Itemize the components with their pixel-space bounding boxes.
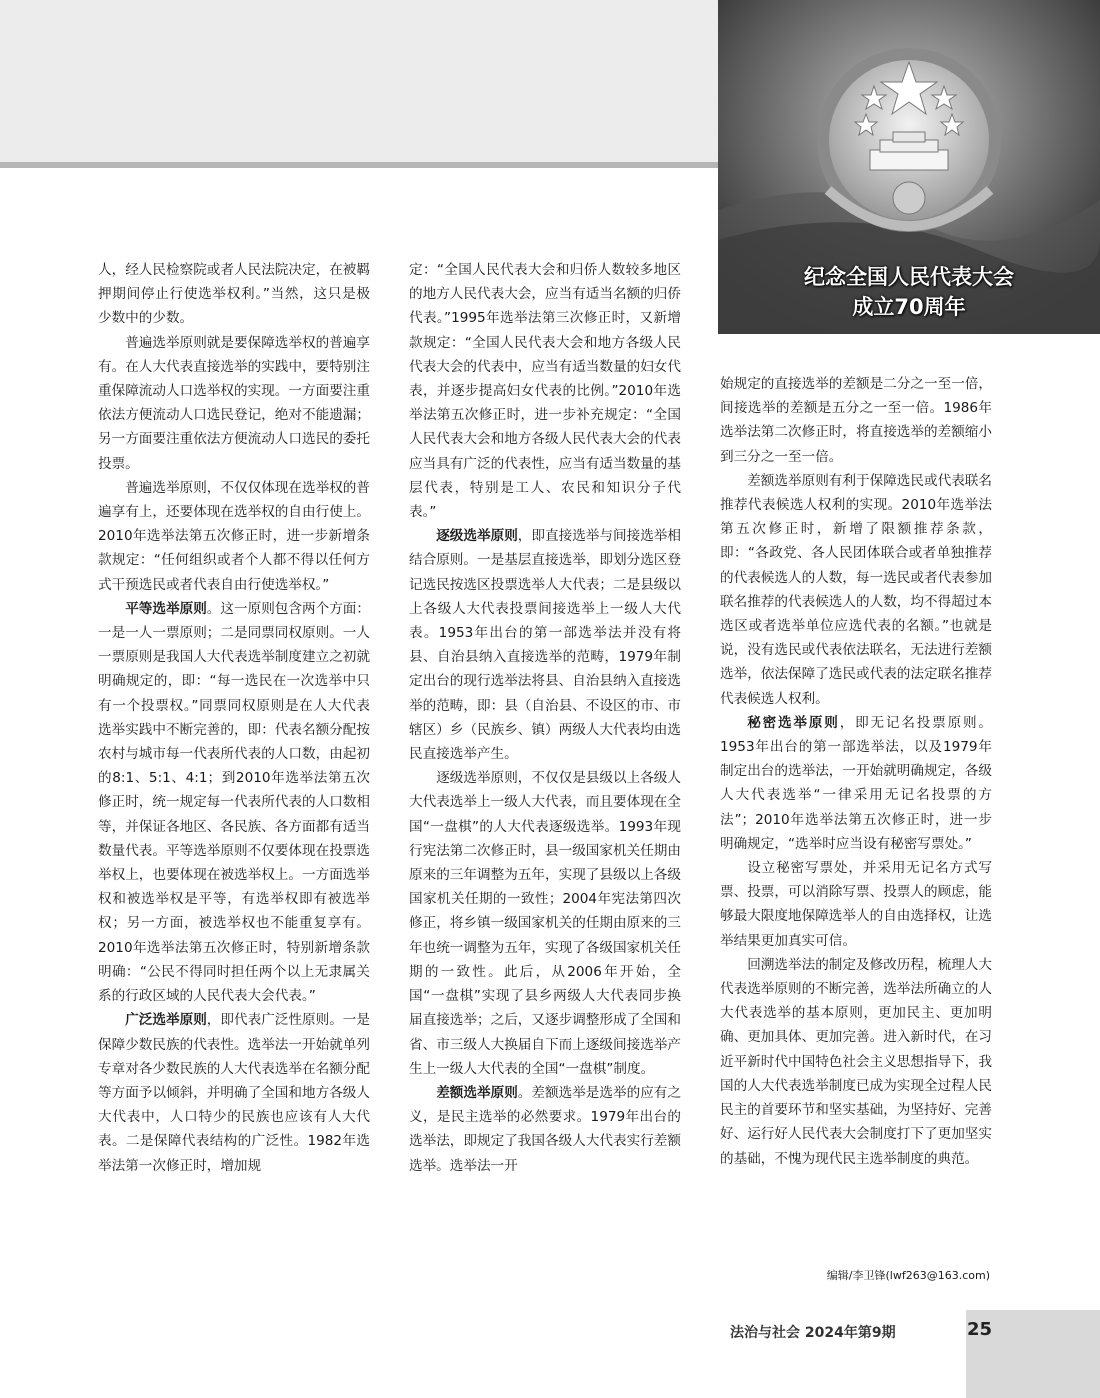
paragraph [409,1081,681,1178]
section-heading: 逐级选举原则 [436,528,518,545]
paragraph [720,711,992,856]
paragraph: 差额选举原则有利于保障选民或代表联名推荐代表候选人权利的实现。2010年选举法第五次修正时，新增了限额推荐条款，即：“各政党、各人民团体联合或者单独推荐的代表候选人的人数，每一选民或者代表参加联名推荐的代表候选人的人数，均不得超过本选区或者选举单位应选代表的名额。”也就是说，没有选民或代表依法联名，无法进行差额选举，依法保障了选民或代表的法定联名推荐代表候选人权利。 [720,472,992,707]
article-column-2 [409,258,681,1178]
paragraph-text: ，即代表广泛性原则。一是保障少数民族的代表性。选举法一开始就单列专章对各少数民族的人大代表选举在名额分配等方面予以倾斜，并明确了全国和地方各级人大代表中，人口特少的民族也应该有人大代表。二是保障代表结构的广泛性。1982年选举法第一次修正时，增加规 [98,1012,371,1174]
paragraph: 人，经人民检察院或者人民法院决定，在被羁押期间停止行使选举权利。”当然，这只是极少数中的少数。 [98,262,370,327]
paragraph: 回溯选举法的制定及修改历程，梳理人大代表选举原则的不断完善，选举法所确立的人大代表选举的基本原则，更加民主、更加明确、更加具体、更加完善。进入新时代，在习近平新时代中国特色社会主义思想指导下，我国的人大代表选举制度已成为实现全过程人民民主的首要环节和坚实基础，为坚持好、完善好、运行好人民代表大会制度打下了更加坚实的基础，不愧为现代民主选举制度的典范。 [720,956,992,1167]
paragraph: 逐级选举原则，不仅仅是县级以上各级人大代表选举上一级人大代表，而且要体现在全国“一盘棋”的人大代表逐级选举。1993年现行宪法第二次修正时，县一级国家机关任期由原来的三年调整为五年，实现了县级以上各级国家机关任期的一致性；2004年宪法第四次修正，将乡镇一级国家机关的任期由原来的三年也统一调整为五年，实现了各级国家机关任期的一致性。此后，从2006年开始，全国“一盘棋”实现了县乡两级人大代表同步换届直接选举；之后，又逐步调整形成了全国和省、市三级人大换届自下而上逐级间接选举产生上一级人大代表的全国“一盘棋”制度。 [409,770,681,1077]
paragraph-text: 。差额选举是选举的应有之义，是民主选举的必然要求。1979年出台的选举法，即规定了我国各级人大代表实行差额选举。选举法一开 [409,1084,682,1174]
paragraph-text: ，即无记名投票原则。1953年出台的第一部选举法，以及1979年制定出台的选举法，一开始就明确规定，各级人大代表选举“一律采用无记名投票的方法”；2010年选举法第五次修正时，进一步明确规定，“选举时应当设有秘密写票处。” [720,714,993,852]
top-gray-band [0,0,718,162]
banner-title-line1: 纪念全国人民代表大会 [804,265,1014,289]
section-heading: 秘密选举原则 [747,714,840,731]
section-heading: 平等选举原则 [125,600,207,617]
paragraph [98,597,370,1008]
paragraph [98,1008,370,1177]
section-heading: 广泛选举原则 [125,1012,207,1029]
banner-title-line2: 成立70周年 [852,295,966,319]
paragraph-text: ，即直接选举与间接选举相结合原则。一是基层直接选举，即划分选区登记选民按选区投票选举人大代表；二是县级以上各级人大代表投票间接选举上一级人大代表。1953年出台的第一部选举法并没有将县、自治县纳入直接选举的范畴，1979年制定出台的现行选举法将县、自治县纳入直接选举的范畴，即：县（自治县、不设区的市、市辖区）乡（民族乡、镇）两级人大代表均由选民直接选举产生。 [409,528,682,763]
paragraph-text: 。这一原则包含两个方面：一是一人一票原则；二是同票同权原则。一人一票原则是我国人大代表选举制度建立之初就明确规定的，即：“每一选民在一次选举中只有一个投票权。”同票同权原则是在人大代表选举实践中不断完善的，即：代表名额分配按农村与城市每一代表所代表的人口数，由起初的8:1、5:1、4:1；到2010年选举法第五次修正时，统一规定每一代表所代表的人口数相等，并保证各地区、各民族、各方面都有适当数量代表。平等选举原则不仅要体现在投票选举权上，也要体现在被选举权上。一方面选举权和被选举权是平等，有选举权即有被选举权；另一方面，被选举权也不能重复享有。2010年选举法第五次修正时，特别新增条款明确：“公民不得同时担任两个以上无隶属关系的行政区域的人民代表大会代表。” [98,600,371,1005]
editor-credit: 编辑/李卫锋(lwf263@163.com) [826,1269,990,1282]
paragraph: 始规定的直接选举的差额是二分之一至一倍，间接选举的差额是五分之一至一倍。1986年选举法第二次修正时，将直接选举的差额缩小到三分之一至一倍。 [720,376,992,465]
paragraph [409,524,681,766]
magazine-footer: 法治与社会 2024年第9期 [730,1325,896,1341]
paragraph: 普遍选举原则，不仅仅体现在选举权的普遍享有上，还要体现在选举权的自由行使上。2010年选举法第五次修正时，进一步新增条款规定：“任何组织或者个人都不得以任何方式干预选民或者代表自由行使选举权。” [98,479,370,593]
banner-title [718,262,1100,322]
top-divider [0,162,718,168]
page-number: 25 [967,1319,993,1340]
paragraph: 普遍选举原则就是要保障选举权的普遍享有。在人大代表直接选举的实践中，要特别注重保障流动人口选举权的实现。一方面要注重依法方便流动人口选民登记，绝对不能遗漏；另一方面要注重依法方便流动人口选民的委托投票。 [98,334,370,472]
paragraph: 定：“全国人民代表大会和归侨人数较多地区的地方人民代表大会，应当有适当名额的归侨代表。”1995年选举法第三次修正时，又新增款规定：“全国人民代表大会和地方各级人民代表大会的代表中，应当有适当数量的妇女代表，并逐步提高妇女代表的比例。”2010年选举法第五次修正时，进一步补充规定：“全国人民代表大会和地方各级人民代表大会的代表应当具有广泛的代表性，应当有适当数量的基层代表，特别是工人、农民和知识分子代表。” [409,262,681,521]
section-heading: 差额选举原则 [436,1084,518,1101]
article-column-1 [98,258,370,1178]
article-column-3 [720,372,992,1171]
anniversary-banner [718,0,1100,334]
paragraph: 设立秘密写票处，并采用无记名方式写票、投票，可以消除写票、投票人的顾虑，能够最大限度地保障选举人的自由选择权，让选举结果更加真实可信。 [720,860,992,949]
